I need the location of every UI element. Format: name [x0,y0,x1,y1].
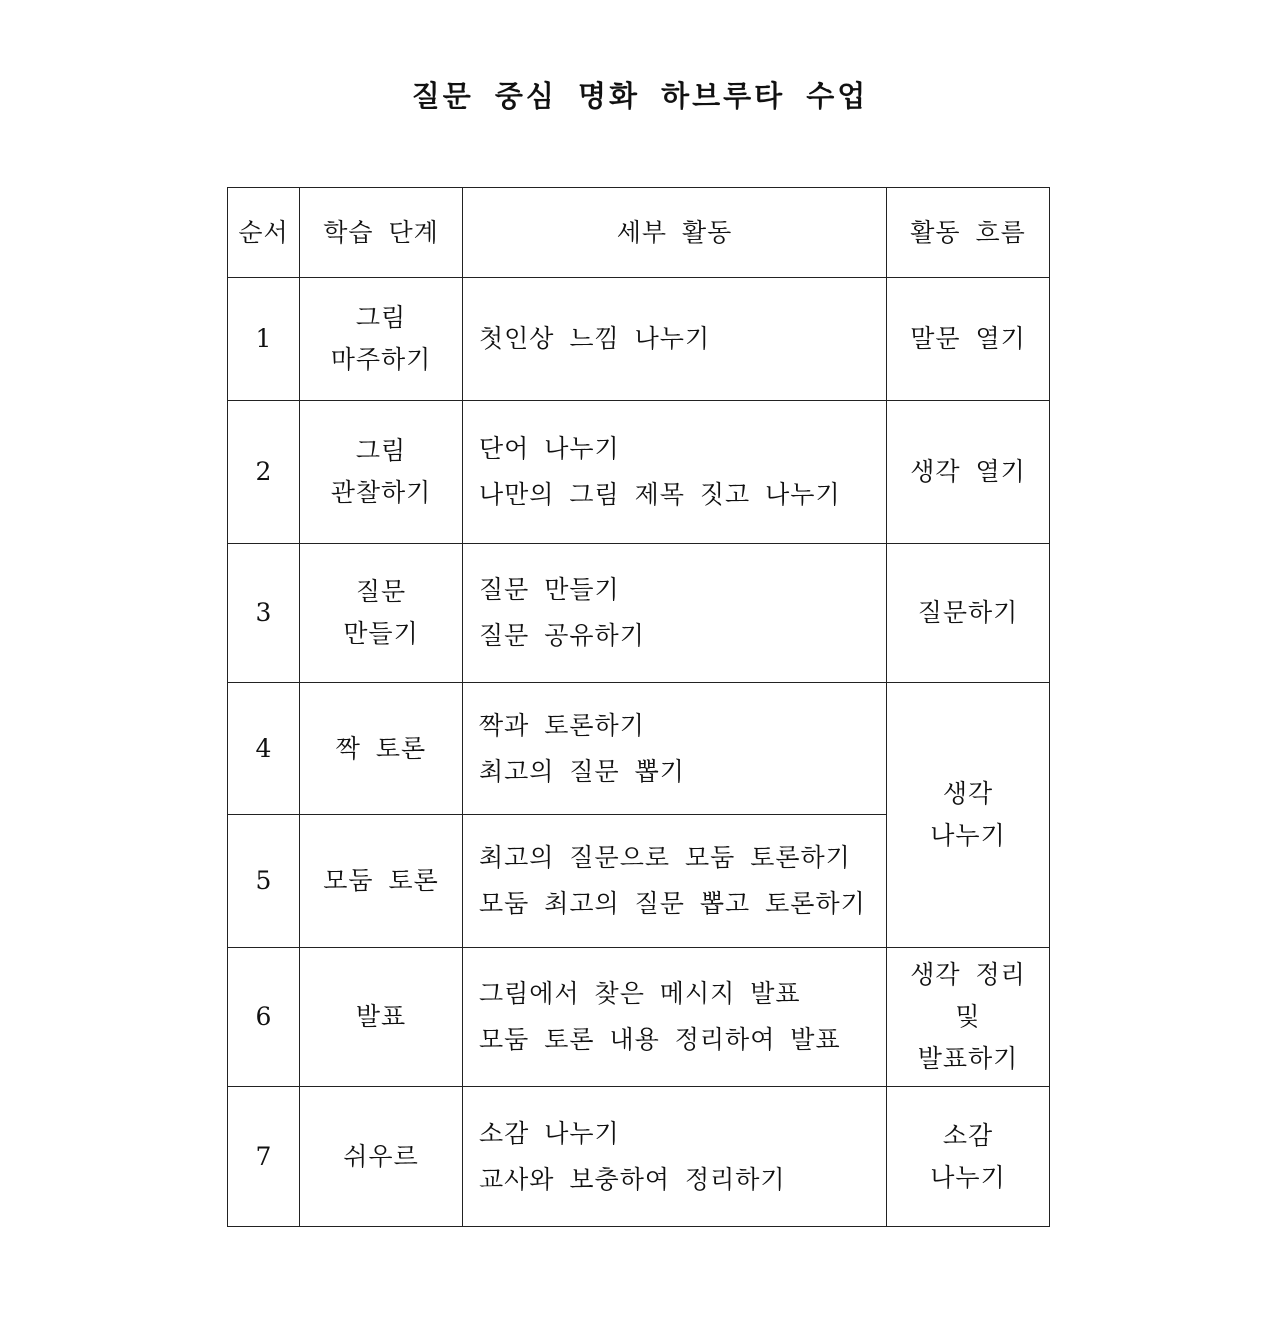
row-stage [300,948,463,1087]
detail-line: 교사와 보충하여 정리하기 [479,1164,786,1194]
detail-line: 질문 만들기 [479,575,620,604]
table-row [228,278,1050,401]
stage-line: 발표 [355,1002,407,1031]
row-detail [463,401,887,544]
row-order: 6 [228,948,300,1087]
table-row [228,544,1050,683]
stage-line: 질문 [355,577,407,606]
header-flow: 활동 흐름 [887,188,1050,278]
flow-line: 나누기 [930,1162,1006,1192]
table-row [228,401,1050,544]
row-flow [887,948,1050,1087]
flow-line: 질문하기 [917,598,1019,627]
row-order: 1 [228,278,300,401]
stage-line: 만들기 [343,619,419,648]
row-order: 4 [228,683,300,815]
detail-line: 나만의 그림 제목 짓고 나누기 [479,480,841,509]
document-title: 질문 중심 명화 하브루타 수업 [411,79,869,113]
row-stage [300,683,463,815]
row-stage [300,544,463,683]
detail-line: 모둠 최고의 질문 뽑고 토론하기 [479,889,866,918]
detail-line: 그림에서 찾은 메시지 발표 [479,979,801,1008]
flow-line: 말문 열기 [910,324,1026,353]
row-detail [463,1087,887,1227]
row-detail [463,544,887,683]
row-stage [300,1087,463,1227]
stage-line: 짝 토론 [335,733,427,763]
stage-line: 그림 [355,303,407,332]
table-row [228,948,1050,1087]
flow-line: 나누기 [930,821,1006,850]
stage-line: 마주하기 [330,345,432,374]
row-order: 5 [228,815,300,948]
row-stage [300,278,463,401]
header-order: 순서 [228,188,300,278]
header-detail: 세부 활동 [463,188,887,278]
row-detail [463,683,887,815]
flow-line: 발표하기 [917,1044,1019,1073]
row-stage [300,815,463,948]
stage-line: 그림 [355,436,407,465]
row-detail [463,278,887,401]
detail-line: 소감 나누기 [479,1118,620,1148]
lesson-table [227,187,1050,1227]
row-order: 3 [228,544,300,683]
detail-line: 최고의 질문으로 모둠 토론하기 [479,843,851,872]
detail-line: 최고의 질문 뽑기 [479,756,685,786]
row-flow [887,1087,1050,1227]
flow-line: 및 [955,1002,981,1031]
row-flow [887,544,1050,683]
table-row [228,683,1050,815]
stage-line: 모둠 토론 [323,866,439,895]
flow-line: 소감 [942,1120,994,1150]
row-stage [300,401,463,544]
detail-line: 짝과 토론하기 [479,710,645,740]
detail-line: 질문 공유하기 [479,621,645,650]
row-flow-merged [887,683,1050,948]
table-header-row [228,188,1050,278]
detail-line: 단어 나누기 [479,434,620,463]
stage-line: 쉬우르 [343,1141,419,1171]
flow-line: 생각 열기 [910,457,1026,486]
row-flow [887,401,1050,544]
detail-line: 첫인상 느낌 나누기 [479,324,711,353]
stage-line: 관찰하기 [330,478,432,507]
row-detail [463,948,887,1087]
detail-line: 모둠 토론 내용 정리하여 발표 [479,1025,841,1054]
row-order: 7 [228,1087,300,1227]
header-stage: 학습 단계 [300,188,463,278]
row-flow [887,278,1050,401]
row-order: 2 [228,401,300,544]
flow-line: 생각 정리 [910,960,1026,989]
row-detail [463,815,887,948]
table-row [228,1087,1050,1227]
flow-line: 생각 [942,779,994,808]
